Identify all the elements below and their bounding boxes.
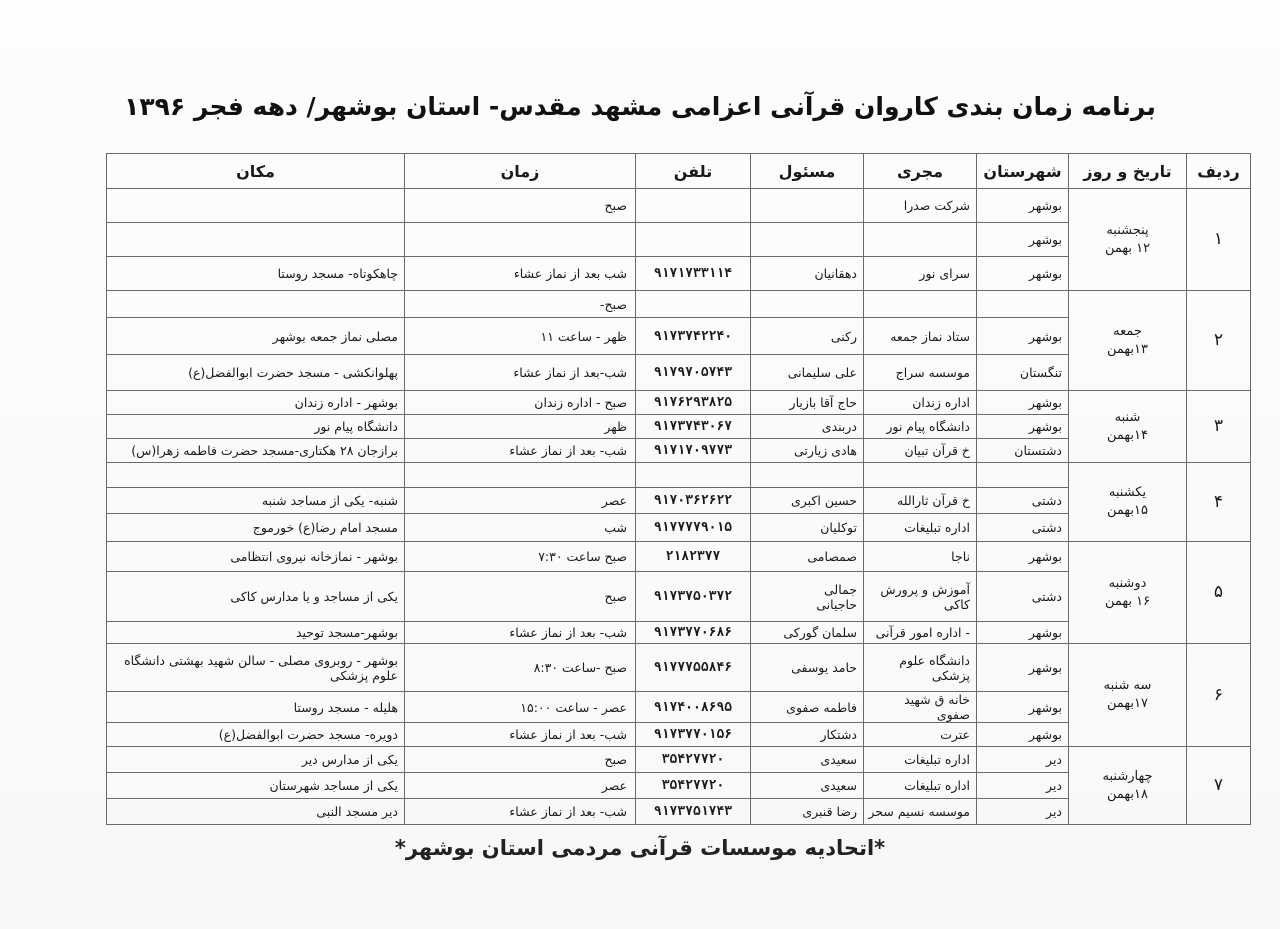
resp-cell: حسین اکبری [751, 488, 864, 514]
phone-cell: ۹۱۷۳۷۵۱۷۴۳ [636, 799, 751, 825]
phone-cell: ۹۱۷۱۷۰۹۷۷۳ [636, 439, 751, 463]
resp-cell: هادی زیارتی [751, 439, 864, 463]
exec-cell: خانه ق شهید صفوی [864, 692, 977, 723]
time-cell: صبح- [405, 291, 636, 318]
date-day-cell: چهارشنبه ۱۸بهمن [1069, 747, 1187, 825]
resp-cell: توکلیان [751, 514, 864, 542]
resp-cell: دربندی [751, 415, 864, 439]
time-cell [405, 223, 636, 257]
header-num: ردیف [1187, 154, 1251, 189]
city-cell: بوشهر [977, 223, 1069, 257]
date-day-cell: پنجشنبه ۱۲ بهمن [1069, 189, 1187, 291]
phone-cell: ۹۱۷۱۷۳۳۱۱۴ [636, 257, 751, 291]
row-number: ۴ [1187, 463, 1251, 542]
resp-cell [751, 223, 864, 257]
exec-cell: اداره تبلیغات [864, 747, 977, 773]
city-cell: بوشهر [977, 542, 1069, 572]
time-cell: صبح [405, 747, 636, 773]
phone-cell: ۹۱۷۳۷۴۲۲۴۰ [636, 318, 751, 355]
time-cell: شب- بعد از نماز عشاء [405, 723, 636, 747]
city-cell: دشتی [977, 514, 1069, 542]
phone-cell: ۹۱۷۳۷۷۰۶۸۶ [636, 622, 751, 644]
place-cell: دیر مسجد النبی [107, 799, 405, 825]
city-cell: بوشهر [977, 257, 1069, 291]
time-cell: صبح [405, 189, 636, 223]
resp-cell: سعیدی [751, 773, 864, 799]
resp-cell: سلمان گورکی [751, 622, 864, 644]
phone-cell: ۹۱۷۶۲۹۳۸۲۵ [636, 391, 751, 415]
place-cell: دویره- مسجد حضرت ابوالفضل(ع) [107, 723, 405, 747]
place-cell: مصلی نماز جمعه بوشهر [107, 318, 405, 355]
exec-cell: سرای نور [864, 257, 977, 291]
resp-cell: علی سلیمانی [751, 355, 864, 391]
time-cell: شب بعد از نماز عشاء [405, 257, 636, 291]
header-row [107, 154, 1251, 189]
time-cell: شب [405, 514, 636, 542]
table-row [107, 644, 1251, 692]
header-date: تاریخ و روز [1069, 154, 1187, 189]
resp-cell: دهقانیان [751, 257, 864, 291]
city-cell: دشتی [977, 572, 1069, 622]
table-row [107, 542, 1251, 572]
time-cell: ظهر [405, 415, 636, 439]
time-cell: صبح -ساعت ۸:۳۰ [405, 644, 636, 692]
city-cell: دشتی [977, 488, 1069, 514]
city-cell: دشتستان [977, 439, 1069, 463]
place-cell: یکی از مدارس دیر [107, 747, 405, 773]
phone-cell: ۹۱۷۰۳۶۲۶۲۲ [636, 488, 751, 514]
resp-cell: جمالی حاجیانی [751, 572, 864, 622]
city-cell: بوشهر [977, 692, 1069, 723]
city-cell: بوشهر [977, 415, 1069, 439]
time-cell: عصر [405, 488, 636, 514]
city-cell: بوشهر [977, 391, 1069, 415]
city-cell: تنگستان [977, 355, 1069, 391]
exec-cell: دانشگاه پیام نور [864, 415, 977, 439]
schedule-table [106, 153, 1251, 825]
exec-cell: خ قرآن ثارالله [864, 488, 977, 514]
phone-cell: ۲۱۸۲۳۷۷ [636, 542, 751, 572]
table-row [107, 463, 1251, 488]
header-resp: مسئول [751, 154, 864, 189]
exec-cell: ستاد نماز جمعه [864, 318, 977, 355]
time-cell: شب-بعد از نماز عشاء [405, 355, 636, 391]
time-cell: عصر - ساعت ۱۵:۰۰ [405, 692, 636, 723]
time-cell: شب- بعد از نماز عشاء [405, 622, 636, 644]
resp-cell: رضا قنبری [751, 799, 864, 825]
footer-signature: *اتحادیه موسسات قرآنی مردمی استان بوشهر* [394, 836, 886, 860]
row-number: ۳ [1187, 391, 1251, 463]
schedule-table-wrapper [106, 153, 1250, 825]
time-cell: ظهر - ساعت ۱۱ [405, 318, 636, 355]
time-cell: صبح [405, 572, 636, 622]
header-phone: تلفن [636, 154, 751, 189]
resp-cell [751, 189, 864, 223]
resp-cell: حامد یوسفی [751, 644, 864, 692]
phone-cell [636, 463, 751, 488]
page-title: برنامه زمان بندی کاروان قرآنی اعزامی مشهد مقدس- استان بوشهر/ دهه فجر ۱۳۹۶ [124, 92, 1156, 121]
header-exec: مجری [864, 154, 977, 189]
resp-cell: فاطمه صفوی [751, 692, 864, 723]
phone-cell [636, 291, 751, 318]
resp-cell: سعیدی [751, 747, 864, 773]
row-number: ۷ [1187, 747, 1251, 825]
phone-cell: ۳۵۴۲۷۷۲۰ [636, 747, 751, 773]
schedule-body [107, 189, 1251, 825]
place-cell [107, 463, 405, 488]
city-cell [977, 291, 1069, 318]
place-cell: پهلوانکشی - مسجد حضرت ابوالفضل(ع) [107, 355, 405, 391]
date-day-cell: شنبه ۱۴بهمن [1069, 391, 1187, 463]
date-day-cell: سه شنبه ۱۷بهمن [1069, 644, 1187, 747]
resp-cell: حاج آقا بازیار [751, 391, 864, 415]
header-city: شهرستان [977, 154, 1069, 189]
date-day-cell: جمعه ۱۳بهمن [1069, 291, 1187, 391]
city-cell: بوشهر [977, 723, 1069, 747]
city-cell: دیر [977, 747, 1069, 773]
exec-cell: - اداره امور قرآنی [864, 622, 977, 644]
place-cell: مسجد امام رضا(ع) خورموج [107, 514, 405, 542]
phone-cell: ۹۱۷۷۷۷۹۰۱۵ [636, 514, 751, 542]
exec-cell [864, 223, 977, 257]
row-number: ۲ [1187, 291, 1251, 391]
exec-cell [864, 463, 977, 488]
phone-cell: ۹۱۷۴۰۰۸۶۹۵ [636, 692, 751, 723]
place-cell: چاهکوتاه- مسجد روستا [107, 257, 405, 291]
place-cell: هلیله - مسجد روستا [107, 692, 405, 723]
table-row [107, 291, 1251, 318]
table-row [107, 189, 1251, 223]
date-day-cell: دوشنبه ۱۶ بهمن [1069, 542, 1187, 644]
table-row [107, 391, 1251, 415]
city-cell: بوشهر [977, 644, 1069, 692]
city-cell [977, 463, 1069, 488]
exec-cell: اداره زندان [864, 391, 977, 415]
city-cell: دیر [977, 799, 1069, 825]
time-cell [405, 463, 636, 488]
city-cell: بوشهر [977, 622, 1069, 644]
exec-cell: شرکت صدرا [864, 189, 977, 223]
phone-cell [636, 189, 751, 223]
time-cell: شب- بعد از نماز عشاء [405, 439, 636, 463]
exec-cell: دانشگاه علوم پزشکی [864, 644, 977, 692]
place-cell: بوشهر-مسجد توحید [107, 622, 405, 644]
phone-cell: ۹۱۷۳۷۵۰۳۷۲ [636, 572, 751, 622]
exec-cell: آموزش و پرورش کاکی [864, 572, 977, 622]
resp-cell: رکنی [751, 318, 864, 355]
phone-cell: ۹۱۷۳۷۴۳۰۶۷ [636, 415, 751, 439]
place-cell: دانشگاه پیام نور [107, 415, 405, 439]
exec-cell [864, 291, 977, 318]
resp-cell [751, 291, 864, 318]
exec-cell: ناجا [864, 542, 977, 572]
time-cell: عصر [405, 773, 636, 799]
header-place: مکان [107, 154, 405, 189]
place-cell [107, 291, 405, 318]
place-cell: بوشهر - روبروی مصلی - سالن شهید بهشتی دانشگاه علوم پزشکی [107, 644, 405, 692]
place-cell: برازجان ۲۸ هکتاری-مسجد حضرت فاطمه زهرا(س) [107, 439, 405, 463]
place-cell: بوشهر - اداره زندان [107, 391, 405, 415]
resp-cell: صمصامی [751, 542, 864, 572]
exec-cell: اداره تبلیغات [864, 514, 977, 542]
phone-cell: ۹۱۷۷۷۵۵۸۴۶ [636, 644, 751, 692]
place-cell: یکی از مساجد شهرستان [107, 773, 405, 799]
row-number: ۶ [1187, 644, 1251, 747]
header-time: زمان [405, 154, 636, 189]
table-row [107, 747, 1251, 773]
phone-cell: ۹۱۷۹۷۰۵۷۴۳ [636, 355, 751, 391]
exec-cell: خ قرآن تبیان [864, 439, 977, 463]
exec-cell: موسسه سراج [864, 355, 977, 391]
city-cell: دیر [977, 773, 1069, 799]
resp-cell: دشتکار [751, 723, 864, 747]
exec-cell: اداره تبلیغات [864, 773, 977, 799]
city-cell: بوشهر [977, 318, 1069, 355]
place-cell: شنبه- یکی از مساجد شنبه [107, 488, 405, 514]
phone-cell [636, 223, 751, 257]
date-day-cell: یکشنبه ۱۵بهمن [1069, 463, 1187, 542]
time-cell: شب- بعد از نماز عشاء [405, 799, 636, 825]
place-cell [107, 223, 405, 257]
row-number: ۱ [1187, 189, 1251, 291]
exec-cell: موسسه نسیم سحر [864, 799, 977, 825]
time-cell: صبح - اداره زندان [405, 391, 636, 415]
phone-cell: ۹۱۷۳۷۷۰۱۵۶ [636, 723, 751, 747]
time-cell: صبح ساعت ۷:۳۰ [405, 542, 636, 572]
city-cell: بوشهر [977, 189, 1069, 223]
row-number: ۵ [1187, 542, 1251, 644]
resp-cell [751, 463, 864, 488]
exec-cell: عترت [864, 723, 977, 747]
place-cell: بوشهر - نمازخانه نیروی انتظامی [107, 542, 405, 572]
phone-cell: ۳۵۴۲۷۷۲۰ [636, 773, 751, 799]
place-cell: یکی از مساجد و یا مدارس کاکی [107, 572, 405, 622]
place-cell [107, 189, 405, 223]
